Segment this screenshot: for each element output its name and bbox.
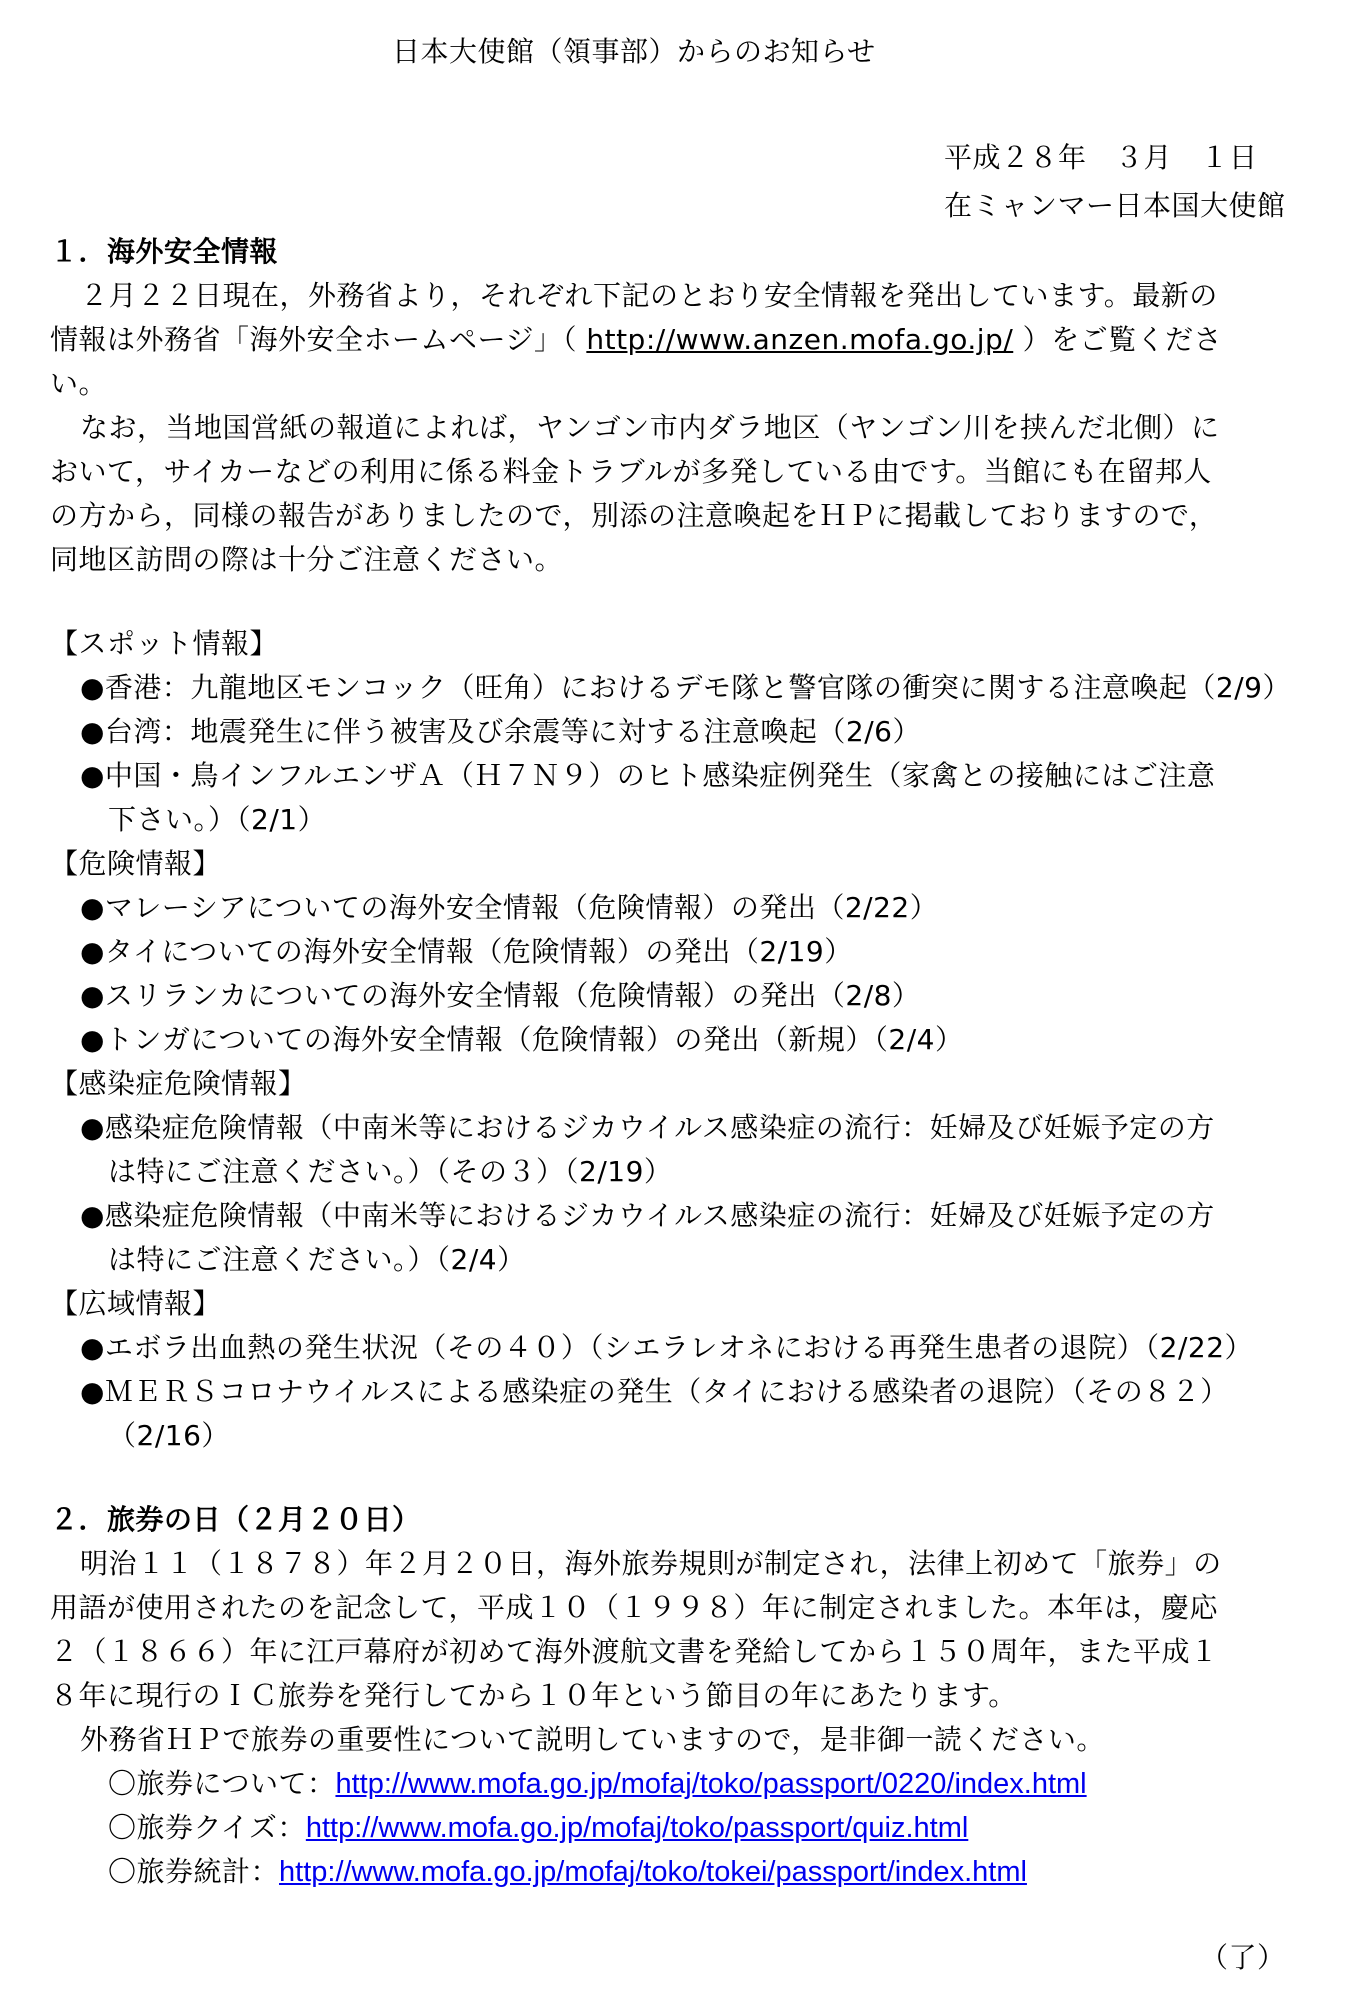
passport-link-row	[108, 1850, 1027, 1894]
para1-line2-suffix: ）をご覧くださ	[1013, 323, 1223, 356]
spot-item: ●香港：九龍地区モンコック（旺角）におけるデモ隊と警官隊の衝突に関する注意喚起（2/9）	[80, 671, 1291, 704]
wide-heading: 【広域情報】	[50, 1287, 222, 1320]
passport-link-label: 〇旅券統計：	[108, 1855, 280, 1888]
infection-item-continued: は特にご注意ください。）（その３）（2/19）	[108, 1155, 673, 1188]
passport-link-row	[108, 1806, 968, 1850]
spot-heading: 【スポット情報】	[50, 627, 279, 660]
wide-item: ●ＭＥＲＳコロナウイルスによる感染症の発生（タイにおける感染者の退院）（その８２）	[80, 1375, 1229, 1408]
passport-quiz-link[interactable]: http://www.mofa.go.jp/mofaj/toko/passport/quiz.html	[305, 1812, 969, 1844]
section-1-para2-line4: 同地区訪問の際は十分ご注意ください。	[50, 543, 564, 576]
infection-item-continued: は特にご注意ください。）（2/4）	[108, 1243, 526, 1276]
danger-item: ●トンガについての海外安全情報（危険情報）の発出（新規）（2/4）	[80, 1023, 964, 1056]
section-1-para1-line3: い。	[50, 367, 108, 400]
section-2-para1-line4: ８年に現行のＩＣ旅券を発行してから１０年という節目の年にあたります。	[50, 1679, 1017, 1712]
section-1-para1-line1: ２月２２日現在，外務省より，それぞれ下記のとおり安全情報を発出しています。最新の	[80, 279, 1218, 312]
issuer: 在ミャンマー日本国大使館	[944, 189, 1286, 222]
passport-about-link[interactable]: http://www.mofa.go.jp/mofaj/toko/passport/0220/index.html	[335, 1768, 1087, 1800]
danger-item: ●マレーシアについての海外安全情報（危険情報）の発出（2/22）	[80, 891, 939, 924]
passport-link-row	[108, 1762, 1087, 1806]
section-2-para1-line3: ２（１８６６）年に江戸幕府が初めて海外渡航文書を発給してから１５０周年，また平成１	[50, 1635, 1219, 1668]
wide-item: ●エボラ出血熱の発生状況（その４０）（シエラレオネにおける再発生患者の退院）（2/22）	[80, 1331, 1254, 1364]
section-1-para2-line1: なお，当地国営紙の報道によれば，ヤンゴン市内ダラ地区（ヤンゴン川を挟んだ北側）に	[80, 411, 1220, 444]
wide-item-continued: （2/16）	[108, 1419, 230, 1452]
end-mark: （了）	[1200, 1941, 1286, 1974]
passport-link-label: 〇旅券について：	[108, 1767, 336, 1800]
spot-item-continued: 下さい。）（2/1）	[108, 803, 327, 836]
anzen-link[interactable]: http://www.anzen.mofa.go.jp/	[586, 323, 1014, 356]
section-1-para1-line2	[50, 318, 1222, 362]
section-2-para2: 外務省ＨＰで旅券の重要性について説明していますので，是非御一読ください。	[80, 1723, 1105, 1756]
danger-item: ●タイについての海外安全情報（危険情報）の発出（2/19）	[80, 935, 853, 968]
section-1-para2-line3: の方から，同様の報告がありましたので，別添の注意喚起をＨＰに掲載しておりますので，	[50, 499, 1218, 532]
infection-item: ●感染症危険情報（中南米等におけるジカウイルス感染症の流行：妊婦及び妊娠予定の方	[80, 1111, 1215, 1144]
page-title: 日本大使館（領事部）からのお知らせ	[392, 35, 876, 68]
infection-heading: 【感染症危険情報】	[50, 1067, 307, 1100]
spot-item: ●中国・鳥インフルエンザＡ（Ｈ７Ｎ９）のヒト感染症例発生（家禽との接触にはご注意	[80, 759, 1216, 792]
passport-stats-link[interactable]: http://www.mofa.go.jp/mofaj/toko/tokei/passport/index.html	[279, 1856, 1027, 1888]
section-2-para1-line1: 明治１１（１８７８）年２月２０日，海外旅券規則が制定され，法律上初めて「旅券」の	[80, 1547, 1222, 1580]
danger-heading: 【危険情報】	[50, 847, 222, 880]
danger-item: ●スリランカについての海外安全情報（危険情報）の発出（2/8）	[80, 979, 921, 1012]
section-1-para2-line2: おいて，サイカーなどの利用に係る料金トラブルが多発している由です。当館にも在留邦人	[50, 455, 1212, 488]
passport-link-label: 〇旅券クイズ：	[108, 1811, 306, 1844]
para1-line2-prefix: 情報は外務省「海外安全ホームページ」（	[50, 323, 587, 356]
section-2-para1-line2: 用語が使用されたのを記念して，平成１０（１９９８）年に制定されました。本年は，慶応	[50, 1591, 1218, 1624]
spot-item: ●台湾：地震発生に伴う被害及び余震等に対する注意喚起（2/6）	[80, 715, 921, 748]
section-1-heading: １．海外安全情報	[50, 235, 279, 268]
section-2-heading: ２．旅券の日（２月２０日）	[50, 1503, 421, 1536]
infection-item: ●感染症危険情報（中南米等におけるジカウイルス感染症の流行：妊婦及び妊娠予定の方	[80, 1199, 1215, 1232]
issue-date: 平成２８年 ３月 １日	[944, 141, 1258, 174]
